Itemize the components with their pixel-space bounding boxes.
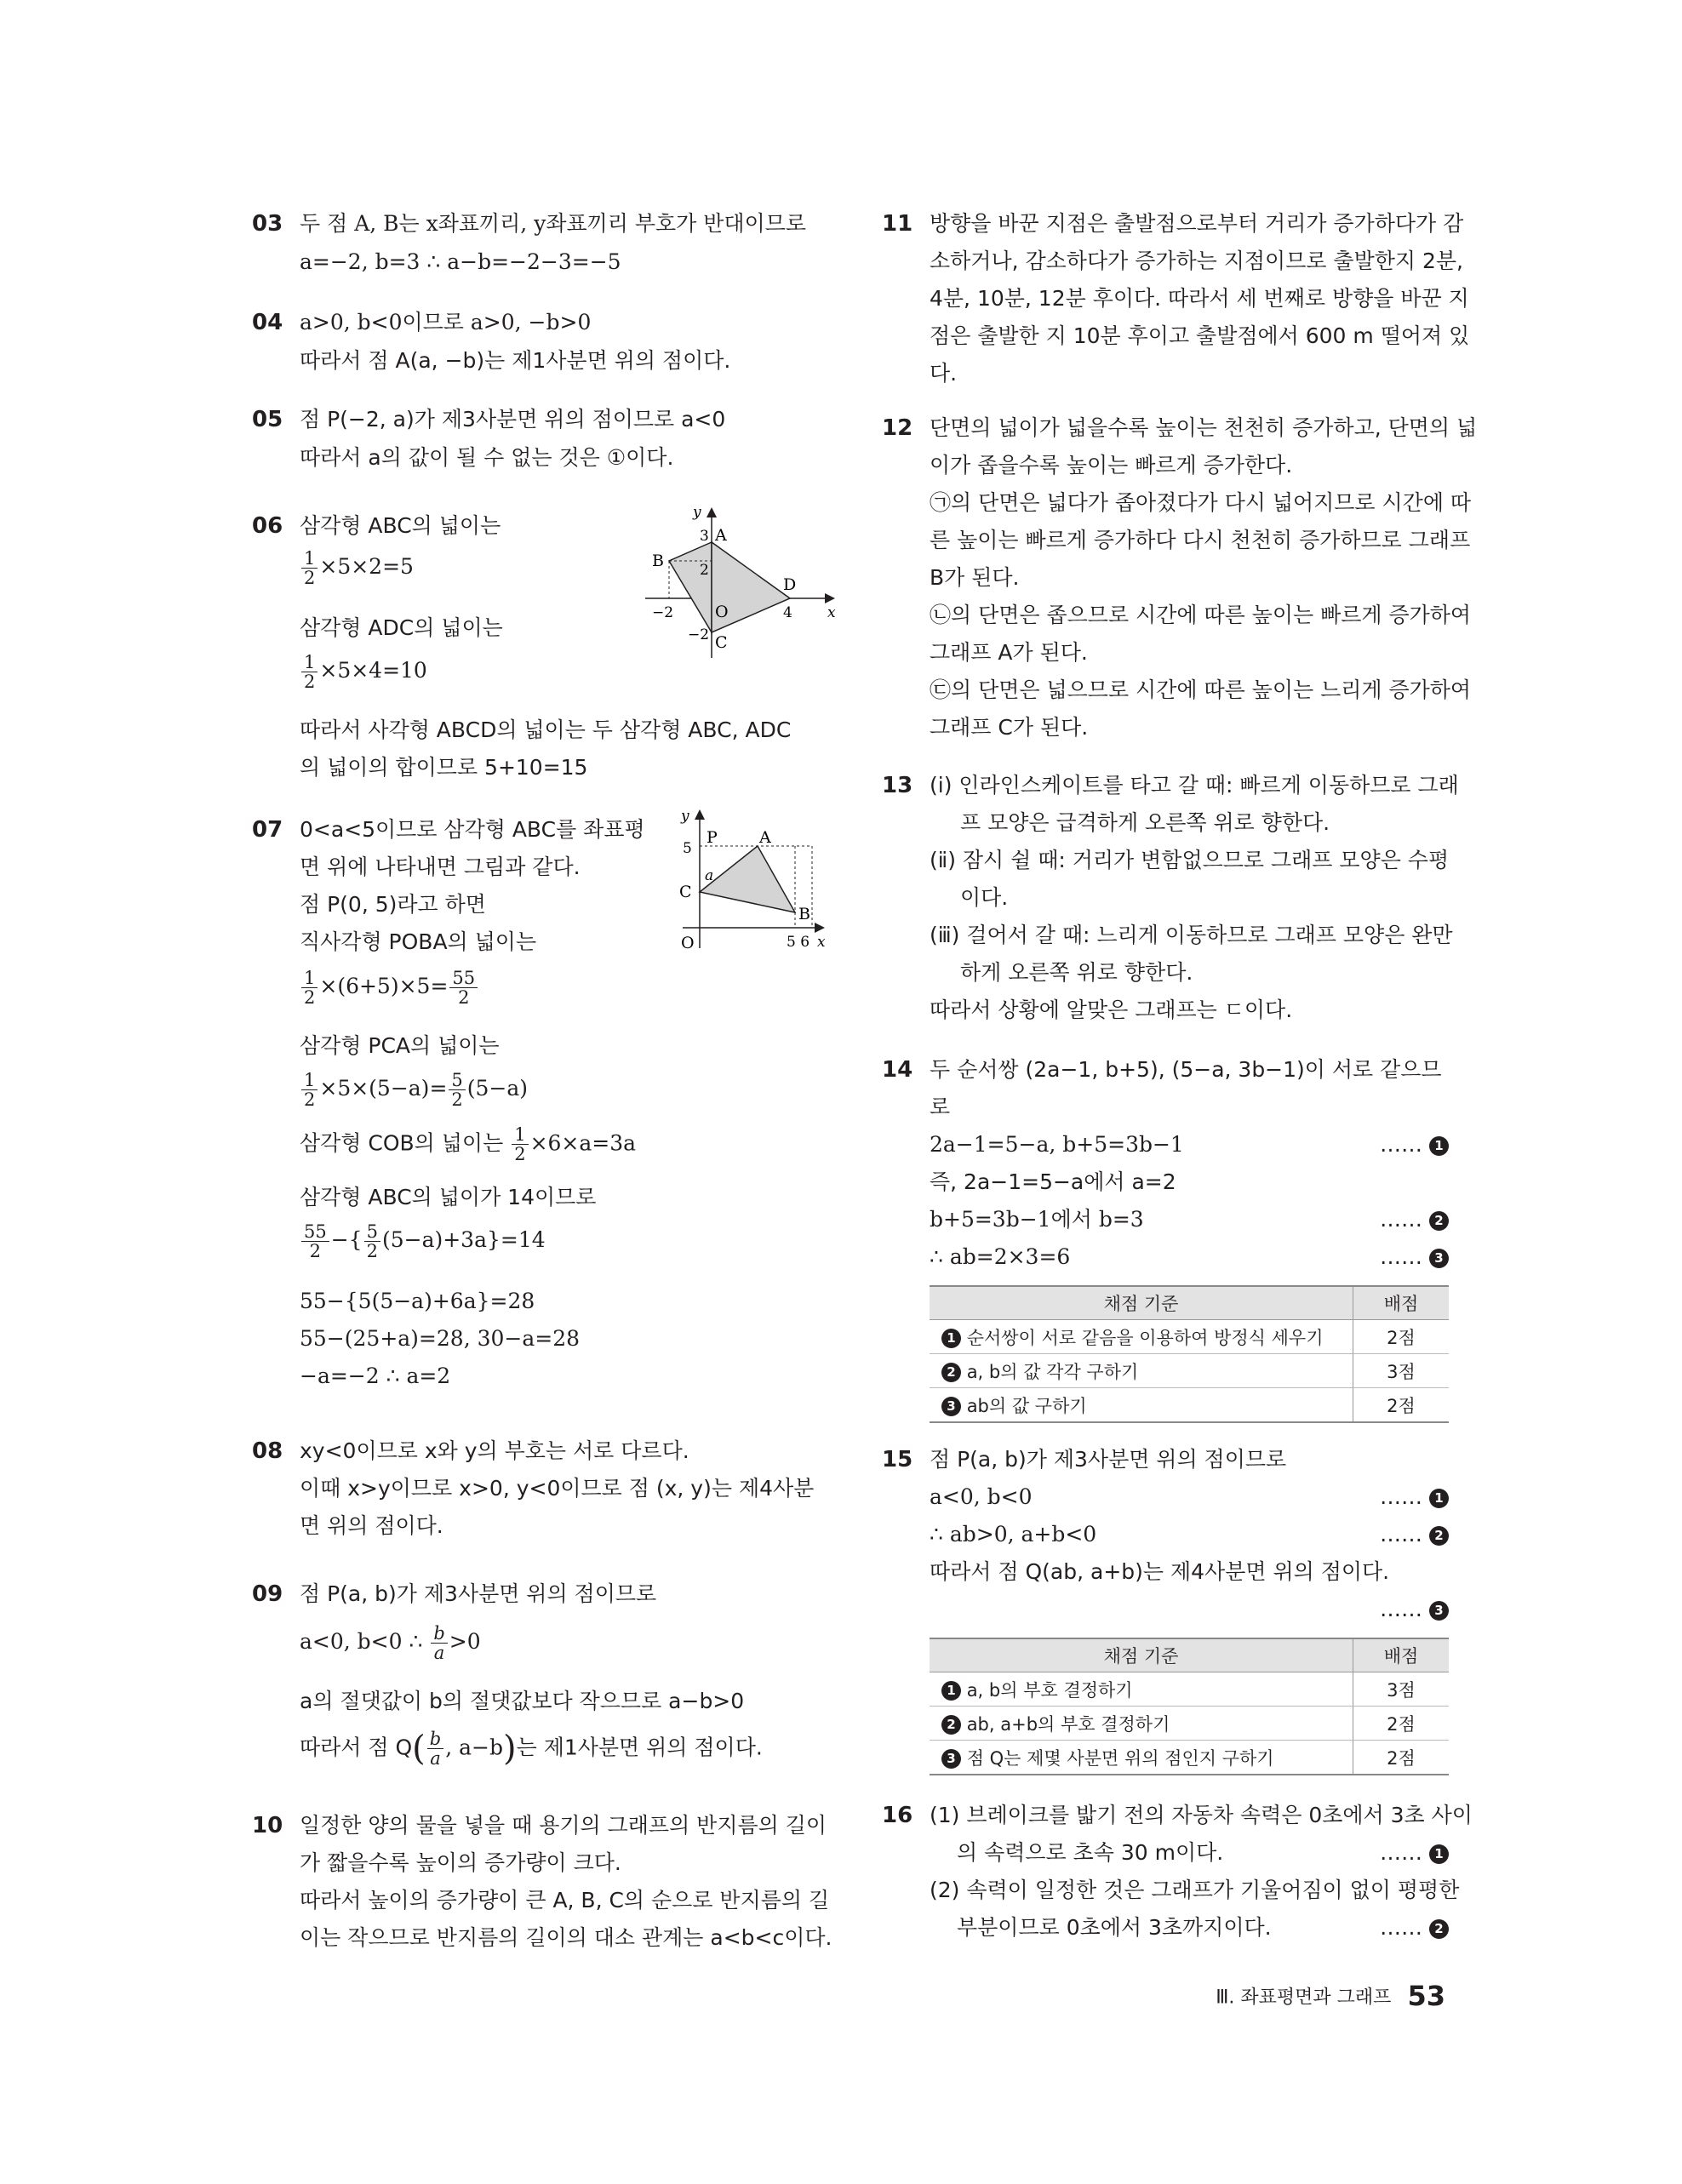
problem-number: 12 (882, 415, 913, 441)
origin: O (681, 934, 695, 952)
solution-line: a의 절댓값이 b의 절댓값보다 작으므로 a−b>0 (300, 1689, 745, 1713)
solution-line: 하게 오른쪽 위로 향한다. (960, 960, 1193, 985)
solution-line: b+5=3b−1에서 b=3 (930, 1207, 1144, 1232)
table-header: 배점 (1353, 1286, 1450, 1320)
solution-line: 른 높이는 빠르게 증가하다 다시 천천히 증가하므로 그래프 (930, 528, 1471, 552)
fraction: $\frac{5}{2}$ (364, 1222, 380, 1261)
solution-line: B가 된다. (930, 565, 1020, 590)
solution-line: ∴ ab=2×3=6 (930, 1244, 1071, 1269)
solution-line: 삼각형 PCA의 넓이는 (300, 1033, 500, 1058)
step-marker: …… 1 (1380, 1484, 1449, 1510)
solution-line: 즉, 2a−1=5−a에서 a=2 (930, 1169, 1176, 1194)
solution-line: 이때 x>y이므로 x>0, y<0이므로 점 (x, y)는 제4사분 (300, 1476, 815, 1501)
tick-label: 5 (683, 840, 692, 857)
problem-number: 07 (252, 817, 283, 843)
triangle-graph (674, 809, 827, 953)
y-label: y (693, 505, 701, 521)
solution-line: xy<0이므로 x와 y의 부호는 서로 다르다. (300, 1438, 689, 1463)
solution-line: 삼각형 ABC의 넓이가 14이므로 (300, 1185, 597, 1209)
solution-line: ㉢의 단면은 넓으므로 시간에 따른 높이는 느리게 증가하여 (930, 677, 1472, 702)
solution-line: 점 P(a, b)가 제3사분면 위의 점이므로 (930, 1447, 1287, 1472)
solution-line: −a=−2 ∴ a=2 (300, 1364, 451, 1388)
table-row: 3 점 Q는 제몇 사분면 위의 점인지 구하기 2점 (930, 1741, 1449, 1775)
point-a: A (715, 526, 727, 545)
solution-line: 부분이므로 0초에서 3초까지이다. (957, 1915, 1272, 1940)
problem-number: 03 (252, 211, 283, 237)
point-a: A (759, 828, 771, 847)
fraction: $\frac{1}{2}$ (301, 969, 318, 1007)
table-row: 2 ab, a+b의 부호 결정하기 2점 (930, 1707, 1449, 1741)
point-c: C (679, 883, 692, 901)
solution-line: 방향을 바꾼 지점은 출발점으로부터 거리가 증가하다가 감 (930, 211, 1464, 236)
point-b: B (798, 905, 810, 923)
problem-number: 16 (882, 1803, 913, 1828)
triangle-abc (669, 542, 712, 632)
step-marker: …… 1 (1380, 1132, 1449, 1158)
page-number: 53 (1407, 1980, 1445, 2012)
solution-line: $\frac{55}{2}$ −{ $\frac{5}{2}$ (5−a)+3a}=14 (300, 1222, 546, 1261)
table-row: 1 a, b의 부호 결정하기 3점 (930, 1672, 1449, 1707)
solution-line: 55−(25+a)=28, 30−a=28 (300, 1326, 581, 1351)
fraction: $\frac{55}{2}$ (449, 969, 478, 1007)
solution-line: 점 P(a, b)가 제3사분면 위의 점이므로 (300, 1581, 657, 1606)
solution-line: 두 순서쌍 (2a−1, b+5), (5−a, 3b−1)이 서로 같으므 (930, 1057, 1442, 1082)
tick-label: 3 (700, 528, 709, 545)
tick-label: 2 (700, 562, 709, 579)
solution-line: a=−2, b=3 ∴ a−b=−2−3=−5 (300, 249, 621, 274)
solution-line: a>0, b<0이므로 a>0, −b>0 (300, 310, 592, 334)
solution-line: 일정한 양의 물을 넣을 때 용기의 그래프의 반지름의 길이 (300, 1813, 827, 1838)
solution-line: 따라서 점 Q(ab, a+b)는 제4사분면 위의 점이다. (930, 1559, 1390, 1584)
solution-line: 이는 작으므로 반지름의 길이의 대소 관계는 a<b<c이다. (300, 1925, 832, 1950)
problem-number: 05 (252, 407, 283, 432)
solution-line: 그래프 C가 된다. (930, 715, 1089, 740)
x-label: x (817, 934, 826, 951)
y-label: y (681, 809, 689, 825)
solution-line: 단면의 넓이가 넓을수록 높이는 천천히 증가하고, 단면의 넓 (930, 415, 1478, 440)
table-row: 3 ab의 값 구하기 2점 (930, 1388, 1449, 1423)
step-marker: …… 3 (1380, 1244, 1449, 1270)
fraction: $\frac{b}{a}$ (431, 1624, 447, 1662)
solution-line: ∴ ab>0, a+b<0 (930, 1522, 1097, 1547)
tick-label: 4 (783, 604, 792, 621)
solution-line: (ⅱ) 잠시 쉴 때: 거리가 변함없으므로 그래프 모양은 수평 (930, 848, 1450, 872)
solution-line: ㉡의 단면은 좁으므로 시간에 따른 높이는 빠르게 증가하여 (930, 603, 1472, 627)
problem-number: 08 (252, 1438, 283, 1464)
solution-line: 2a−1=5−a, b+5=3b−1 (930, 1132, 1184, 1157)
solution-line: (ⅰ) 인라인스케이트를 타고 갈 때: 빠르게 이동하므로 그래 (930, 773, 1459, 798)
point-p: P (707, 828, 718, 847)
fraction: $\frac{1}{2}$ (301, 549, 318, 587)
solution-line: 이다. (960, 885, 1009, 910)
solution-line: (1) 브레이크를 밟기 전의 자동차 속력은 0초에서 3초 사이 (930, 1803, 1473, 1827)
solution-line: 0<a<5이므로 삼각형 ABC를 좌표평 (300, 817, 645, 842)
fraction: $\frac{55}{2}$ (301, 1222, 329, 1261)
x-label: x (827, 604, 836, 621)
tick-label: −2 (688, 626, 710, 643)
problem-number: 09 (252, 1581, 283, 1607)
fraction: $\frac{5}{2}$ (449, 1071, 465, 1109)
solution-line: 의 넓이의 합이므로 5+10=15 (300, 755, 588, 780)
triangle-abc (700, 846, 795, 912)
problem-number: 10 (252, 1813, 283, 1838)
quadrilateral-graph (644, 505, 839, 666)
point-d: D (783, 575, 797, 594)
table-header: 채점 기준 (930, 1286, 1353, 1320)
tick-label: −2 (652, 604, 674, 621)
solution-line: a<0, b<0 ∴ $\frac{b}{a}$ >0 (300, 1623, 481, 1663)
solution-line: 따라서 사각형 ABCD의 넓이는 두 삼각형 ABC, ADC (300, 718, 792, 742)
table-row: 2 a, b의 값 각각 구하기 3점 (930, 1354, 1449, 1388)
length-label: a (705, 867, 714, 884)
solution-line: 점은 출발한 지 10분 후이고 출발점에서 600 m 떨어져 있 (930, 323, 1470, 348)
problem-number: 06 (252, 513, 283, 539)
solution-line: 삼각형 ABC의 넓이는 (300, 513, 501, 538)
problem-number: 11 (882, 211, 913, 237)
step-marker: …… 2 (1380, 1207, 1449, 1232)
solution-line: 따라서 높이의 증가량이 큰 A, B, C의 순으로 반지름의 길 (300, 1888, 830, 1912)
table-header: 배점 (1353, 1638, 1450, 1672)
scoring-table (930, 1285, 1449, 1423)
solution-line: 점 P(−2, a)가 제3사분면 위의 점이므로 a<0 (300, 407, 726, 432)
solution-line: 따라서 점 A(a, −b)는 제1사분면 위의 점이다. (300, 348, 731, 373)
origin: O (715, 603, 729, 621)
solution-line: 삼각형 COB의 넓이는 $\frac{1}{2}$ ×6×a=3a (300, 1124, 637, 1164)
problem-number: 13 (882, 773, 913, 798)
solution-line: $\frac{1}{2}$ ×5×2=5 (300, 549, 414, 587)
solution-line: (ⅲ) 걸어서 갈 때: 느리게 이동하므로 그래프 모양은 완만 (930, 923, 1453, 947)
problem-number: 14 (882, 1057, 913, 1083)
scoring-table (930, 1638, 1449, 1775)
solution-line: 로 (930, 1095, 951, 1119)
step-marker: …… 1 (1380, 1840, 1449, 1866)
fraction: $\frac{b}{a}$ (427, 1729, 443, 1768)
solution-line: 직사각형 POBA의 넓이는 (300, 929, 537, 954)
solution-line: 따라서 상황에 알맞은 그래프는 ㄷ이다. (930, 998, 1293, 1022)
solution-line: $\frac{1}{2}$ ×5×(5−a)= $\frac{5}{2}$ (5−a) (300, 1071, 528, 1109)
solution-line: 다. (930, 361, 958, 386)
chapter-title: Ⅲ. 좌표평면과 그래프 (1216, 1987, 1392, 2009)
point-b: B (652, 552, 664, 570)
problem-number: 15 (882, 1447, 913, 1472)
tick-label: 5 6 (787, 934, 810, 951)
solution-line: 따라서 점 Q( $\frac{b}{a}$ , a−b)는 제1사분면 위의 점이다. (300, 1729, 763, 1769)
solution-line: 55−{5(5−a)+6a}=28 (300, 1289, 535, 1313)
solution-line: 점 P(0, 5)라고 하면 (300, 892, 486, 917)
problem-number: 04 (252, 310, 283, 335)
page-footer (1216, 1980, 1445, 2012)
solution-line: 그래프 A가 된다. (930, 640, 1088, 665)
solution-line: (2) 속력이 일정한 것은 그래프가 기울어짐이 없이 평평한 (930, 1878, 1460, 1902)
fraction: $\frac{1}{2}$ (301, 1071, 318, 1109)
solution-line: 삼각형 ADC의 넓이는 (300, 615, 503, 640)
solution-line: 소하거나, 감소하다가 증가하는 지점이므로 출발한지 2분, (930, 249, 1463, 273)
solution-line: 의 속력으로 초속 30 m이다. (957, 1840, 1224, 1865)
solution-line: ㉠의 단면은 넓다가 좁아졌다가 다시 넓어지므로 시간에 따 (930, 490, 1472, 515)
solution-line: 프 모양은 급격하게 오른쪽 위로 향한다. (960, 810, 1330, 835)
step-marker: …… 2 (1380, 1915, 1449, 1941)
point-c: C (715, 633, 728, 652)
solution-line: 면 위에 나타내면 그림과 같다. (300, 855, 581, 879)
fraction: $\frac{1}{2}$ (512, 1125, 528, 1163)
solution-line: 면 위의 점이다. (300, 1513, 443, 1538)
fraction: $\frac{1}{2}$ (301, 653, 318, 691)
solution-line: 이가 좁을수록 높이는 빠르게 증가한다. (930, 453, 1293, 477)
solution-line: $\frac{1}{2}$ ×(6+5)×5= $\frac{55}{2}$ (300, 969, 479, 1007)
step-marker: …… 3 (1380, 1597, 1449, 1622)
solution-line: a<0, b<0 (930, 1484, 1033, 1509)
solution-line: 가 짧을수록 높이의 증가량이 크다. (300, 1850, 621, 1875)
solution-line: 따라서 a의 값이 될 수 없는 것은 ①이다. (300, 445, 674, 470)
table-row: 1 순서쌍이 서로 같음을 이용하여 방정식 세우기 2점 (930, 1320, 1449, 1354)
solution-line: 두 점 A, B는 x좌표끼리, y좌표끼리 부호가 반대이므로 (300, 211, 807, 236)
table-header: 채점 기준 (930, 1638, 1353, 1672)
solution-line: 4분, 10분, 12분 후이다. 따라서 세 번째로 방향을 바꾼 지 (930, 286, 1469, 311)
step-marker: …… 2 (1380, 1522, 1449, 1547)
solution-line: $\frac{1}{2}$ ×5×4=10 (300, 653, 427, 691)
